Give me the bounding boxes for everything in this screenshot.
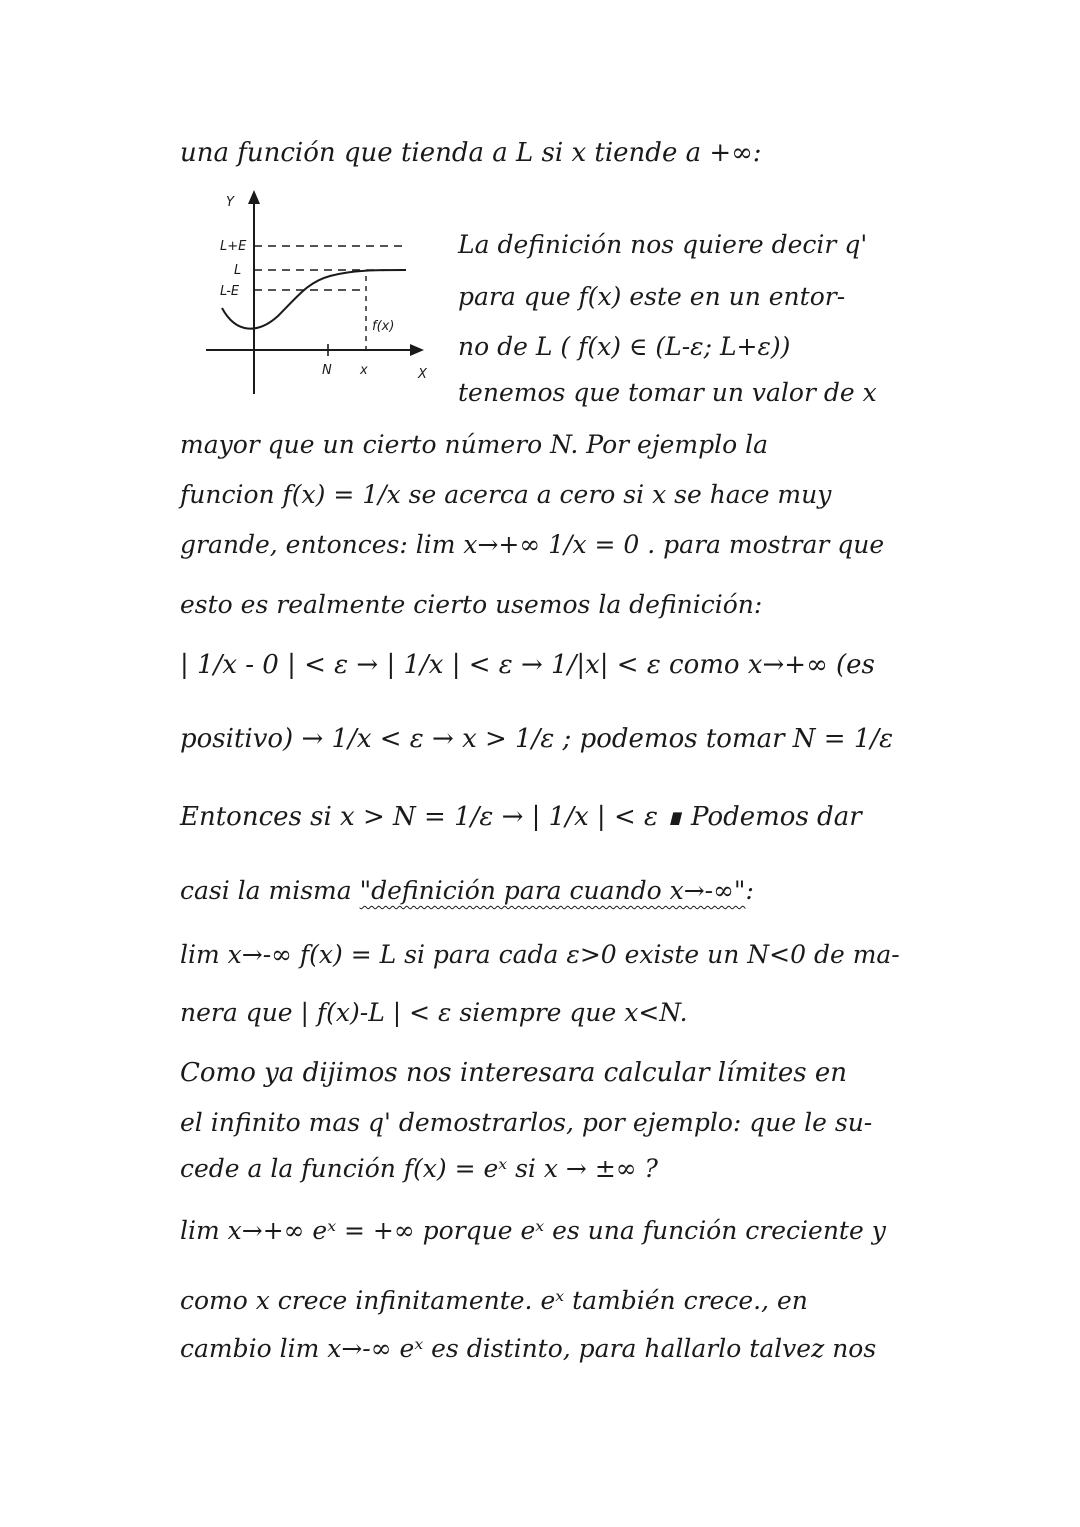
graph-label-l-minus-e: L-E — [220, 284, 240, 299]
body-line-1: mayor que un cierto número N. Por ejemplo la — [180, 430, 768, 459]
tail-line-1: Como ya dijimos nos interesara calcular límites en — [180, 1058, 847, 1088]
body-line-4: esto es realmente cierto usemos la definición: — [180, 590, 763, 619]
body-line-2: funcion f(x) = 1/x se acerca a cero si x se hace muy — [180, 480, 832, 509]
side-line-4: tenemos que tomar un valor de x — [458, 378, 877, 407]
tail-line-3: cede a la función f(x) = eˣ si x → ±∞ ? — [180, 1154, 658, 1183]
casi-line — [180, 874, 754, 908]
body-line-3: grande, entonces: lim x→+∞ 1/x = 0 . para mostrar que — [180, 530, 885, 559]
graph-label-l: L — [234, 263, 242, 278]
graph-label-x-axis: X — [418, 367, 427, 382]
def-line-2: nera que | f(x)-L | < ε siempre que x<N. — [180, 998, 688, 1027]
tail-line-2: el infinito mas q' demostrarlos, por ejemplo: que le su- — [180, 1108, 873, 1137]
graph-label-fx: f(x) — [372, 319, 395, 334]
tail-line-6: cambio lim x→-∞ eˣ es distinto, para hallarlo talvez nos — [180, 1334, 877, 1363]
graph-label-l-plus-e: L+E — [220, 239, 247, 254]
tail-line-5: como x crece infinitamente. eˣ también crece., en — [180, 1286, 808, 1315]
graph-label-y: Y — [226, 195, 234, 210]
limit-graph — [196, 184, 436, 404]
def-line-1: lim x→-∞ f(x) = L si para cada ε>0 existe un N<0 de ma- — [180, 940, 900, 969]
casi-prefix: casi la misma — [180, 876, 360, 905]
graph-label-x-point: x — [360, 363, 368, 378]
intro-line: una función que tienda a L si x tiende a +∞: — [180, 138, 762, 168]
y-axis-arrow-icon — [248, 190, 260, 204]
body-line-6: positivo) → 1/x < ε → x > 1/ε ; podemos tomar N = 1/ε — [180, 724, 894, 754]
side-line-2: para que f(x) este en un entor- — [458, 282, 846, 311]
casi-underlined: "definición para cuando x→-∞" — [359, 876, 746, 905]
body-line-5: | 1/x - 0 | < ε → | 1/x | < ε → 1/|x| < ε como x→+∞ (es — [180, 650, 875, 680]
side-line-1: La definición nos quiere decir q' — [458, 230, 868, 259]
graph-label-n: N — [322, 363, 332, 378]
x-axis-arrow-icon — [410, 344, 424, 356]
side-line-3: no de L ( f(x) ∈ (L-ε; L+ε)) — [458, 332, 791, 361]
tail-line-4: lim x→+∞ eˣ = +∞ porque eˣ es una función creciente y — [180, 1216, 886, 1245]
body-line-7: Entonces si x > N = 1/ε → | 1/x | < ε ∎ Podemos dar — [180, 802, 862, 832]
casi-suffix: : — [745, 876, 754, 905]
